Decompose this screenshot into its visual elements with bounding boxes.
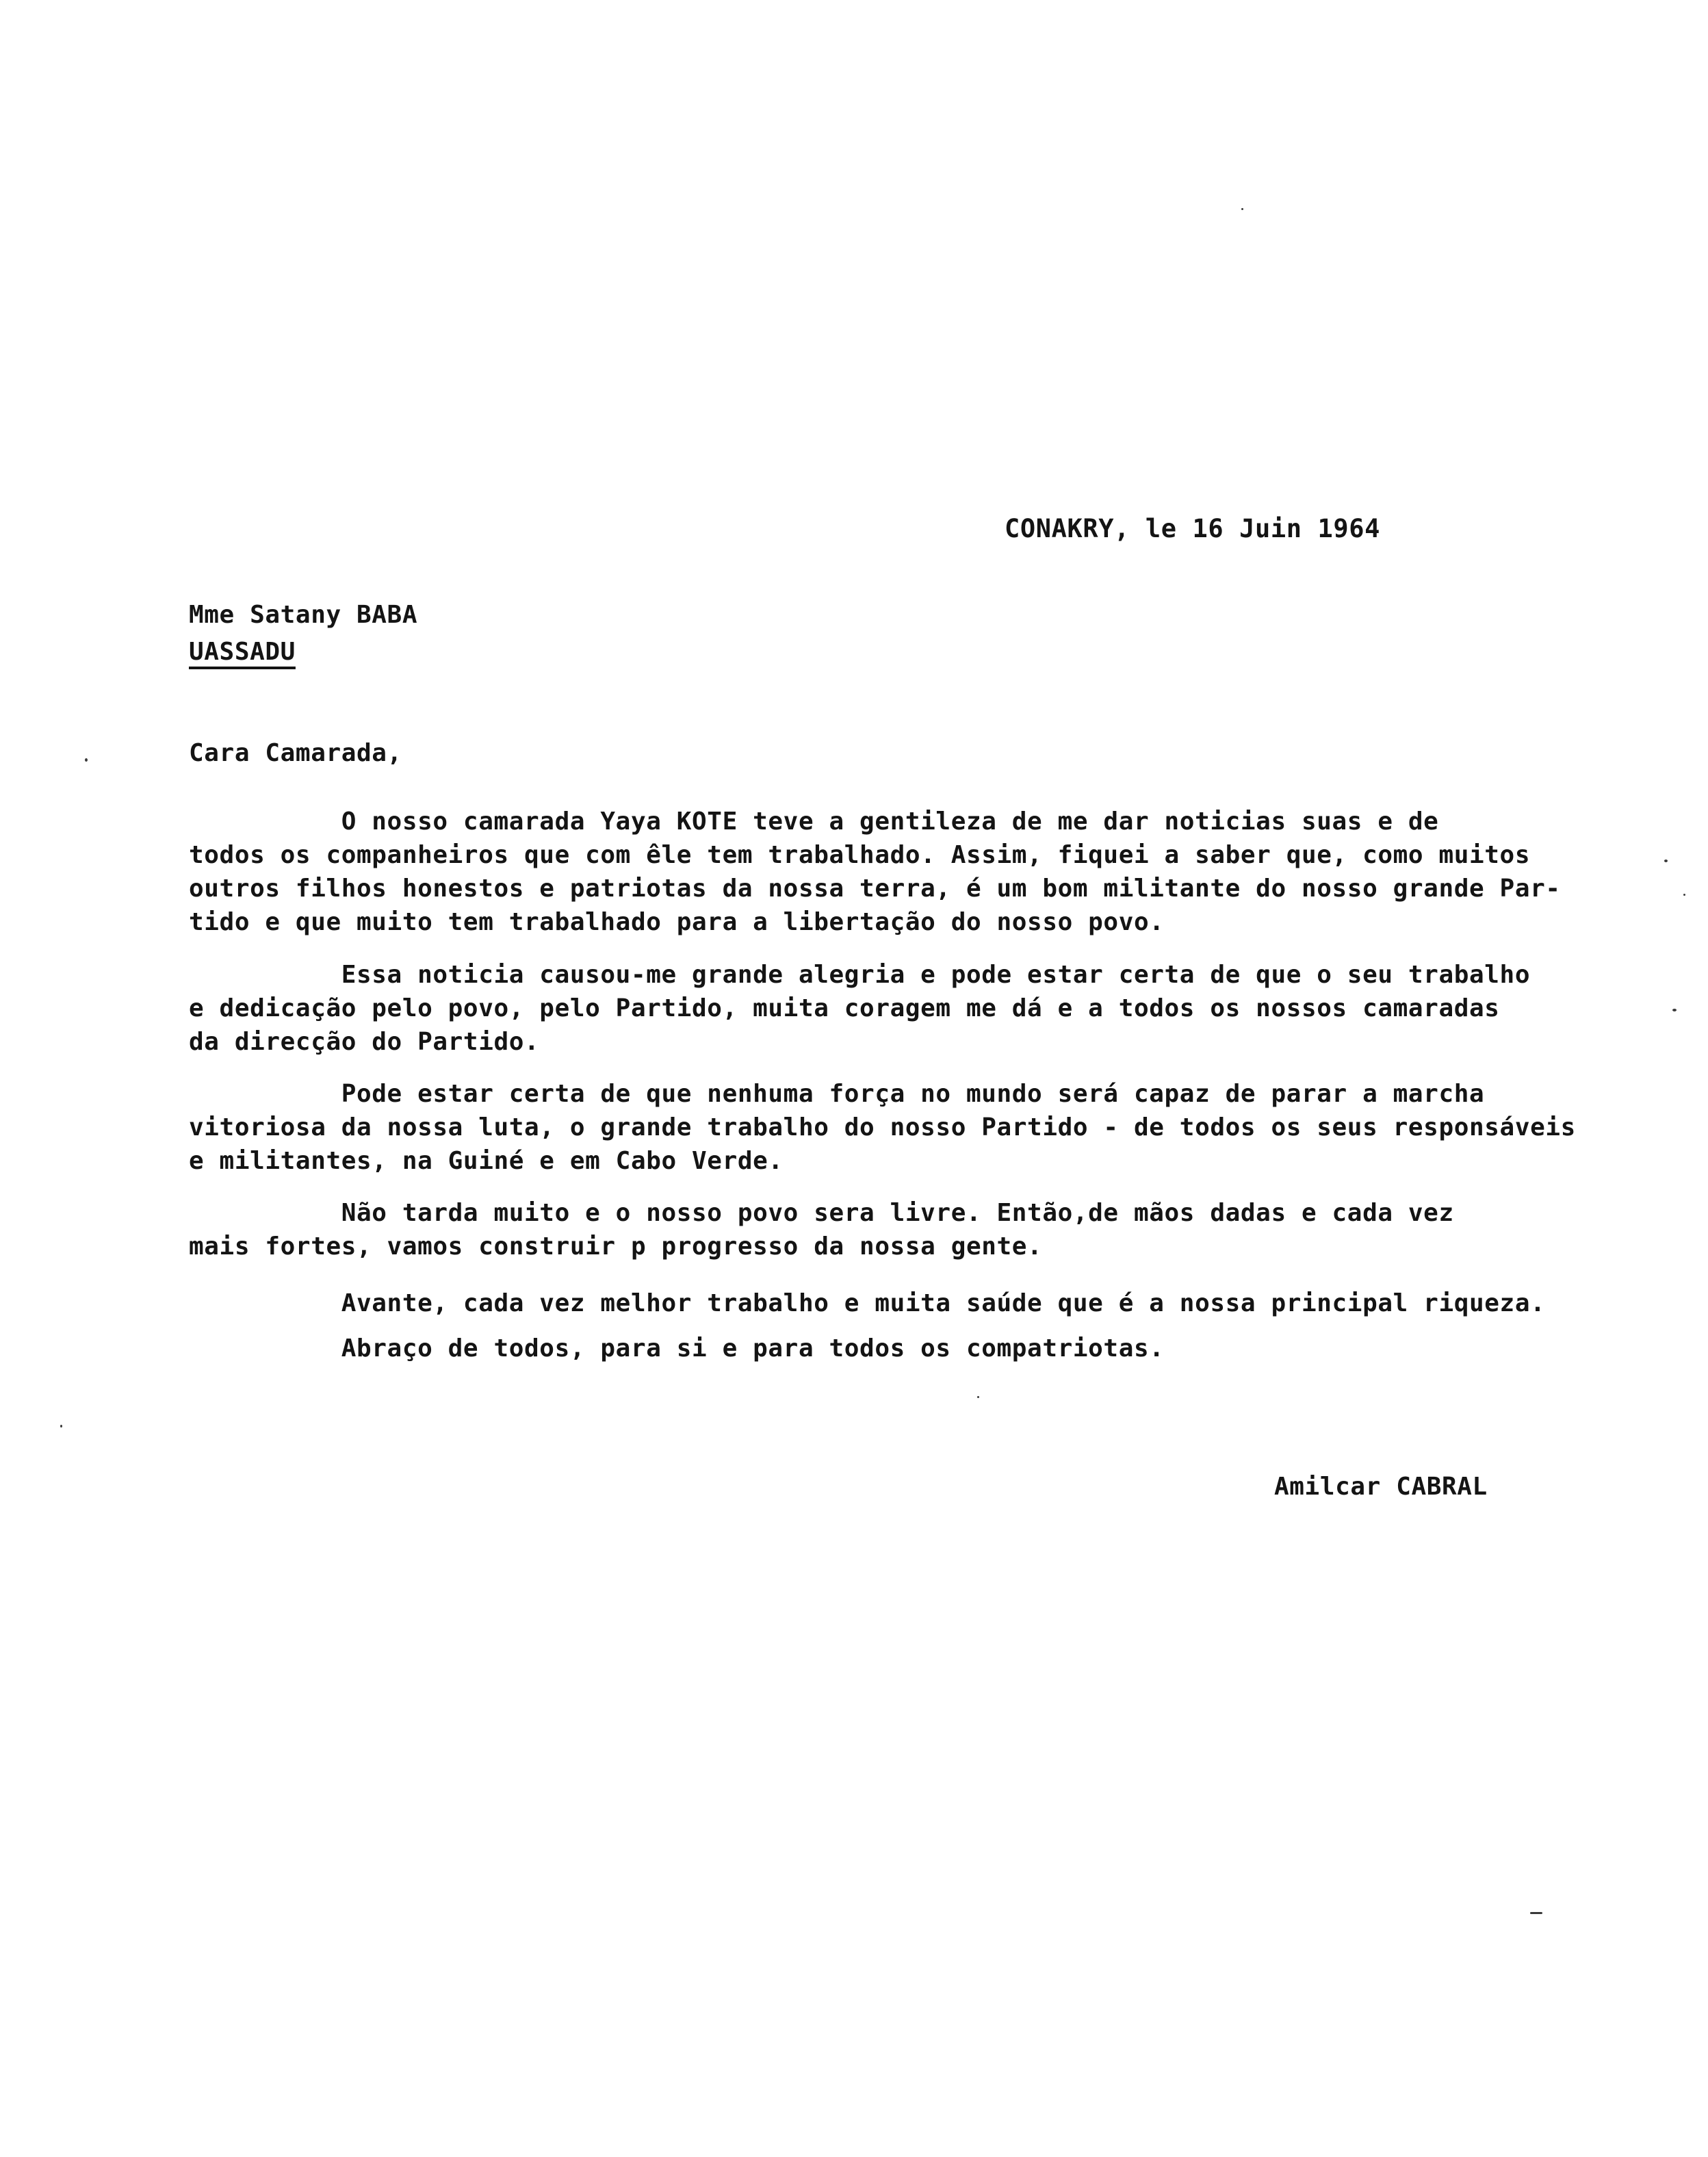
dateline: CONAKRY, le 16 Juin 1964 <box>1005 514 1381 543</box>
paragraph-line: e militantes, na Guiné e em Cabo Verde. <box>189 1147 784 1175</box>
recipient-name: Mme Satany BABA <box>189 601 418 629</box>
paragraph-line: todos os companheiros que com êle tem trabalhado. Assim, fiquei a saber que, como muitos <box>189 841 1531 869</box>
recipient-place: UASSADU <box>189 638 296 666</box>
paragraph-line: Pode estar certa de que nenhuma força no mundo será capaz de parar a marcha <box>189 1080 1485 1108</box>
paragraph-line: tido e que muito tem trabalhado para a libertação do nosso povo. <box>189 908 1165 936</box>
paragraph-line: vitoriosa da nossa luta, o grande trabalho do nosso Partido - de todos os seus responsáveis <box>189 1113 1576 1141</box>
scan-speck <box>1672 1009 1677 1011</box>
scan-speck <box>1664 860 1668 862</box>
signature: Amilcar CABRAL <box>1274 1473 1488 1501</box>
paragraph-line: Essa noticia causou-me grande alegria e pode estar certa de que o seu trabalho <box>189 961 1531 989</box>
paragraph-4 <box>189 1196 1667 1263</box>
paragraph-line: e dedicação pelo povo, pelo Partido, muita coragem me dá e a todos os nossos camaradas <box>189 994 1500 1022</box>
scan-speck <box>60 1425 62 1428</box>
scan-speck <box>977 1396 979 1398</box>
paragraph-1 <box>189 805 1667 939</box>
scan-speck <box>1683 894 1685 896</box>
paragraph-line: O nosso camarada Yaya KOTE teve a gentileza de me dar noticias suas e de <box>189 808 1439 836</box>
salutation: Cara Camarada, <box>189 739 402 767</box>
paragraph-line: Avante, cada vez melhor trabalho e muita saúde que é a nossa principal riqueza. <box>189 1289 1546 1317</box>
paragraph-3 <box>189 1077 1667 1178</box>
paragraph-6 <box>189 1332 1667 1365</box>
paragraph-2 <box>189 958 1667 1059</box>
scan-speck <box>85 758 88 762</box>
paragraph-line: mais fortes, vamos construir p progresso da nossa gente. <box>189 1232 1043 1261</box>
scan-speck <box>1241 208 1243 210</box>
paragraph-line: outros filhos honestos e patriotas da nossa terra, é um bom militante do nosso grande Par- <box>189 875 1561 903</box>
paragraph-line: Não tarda muito e o nosso povo sera livre. Então,de mãos dadas e cada vez <box>189 1199 1454 1227</box>
paragraph-line: Abraço de todos, para si e para todos os compatriotas. <box>189 1334 1165 1362</box>
paragraph-line: da direcção do Partido. <box>189 1028 540 1056</box>
paragraph-5 <box>189 1287 1667 1320</box>
scan-speck <box>1530 1912 1542 1914</box>
